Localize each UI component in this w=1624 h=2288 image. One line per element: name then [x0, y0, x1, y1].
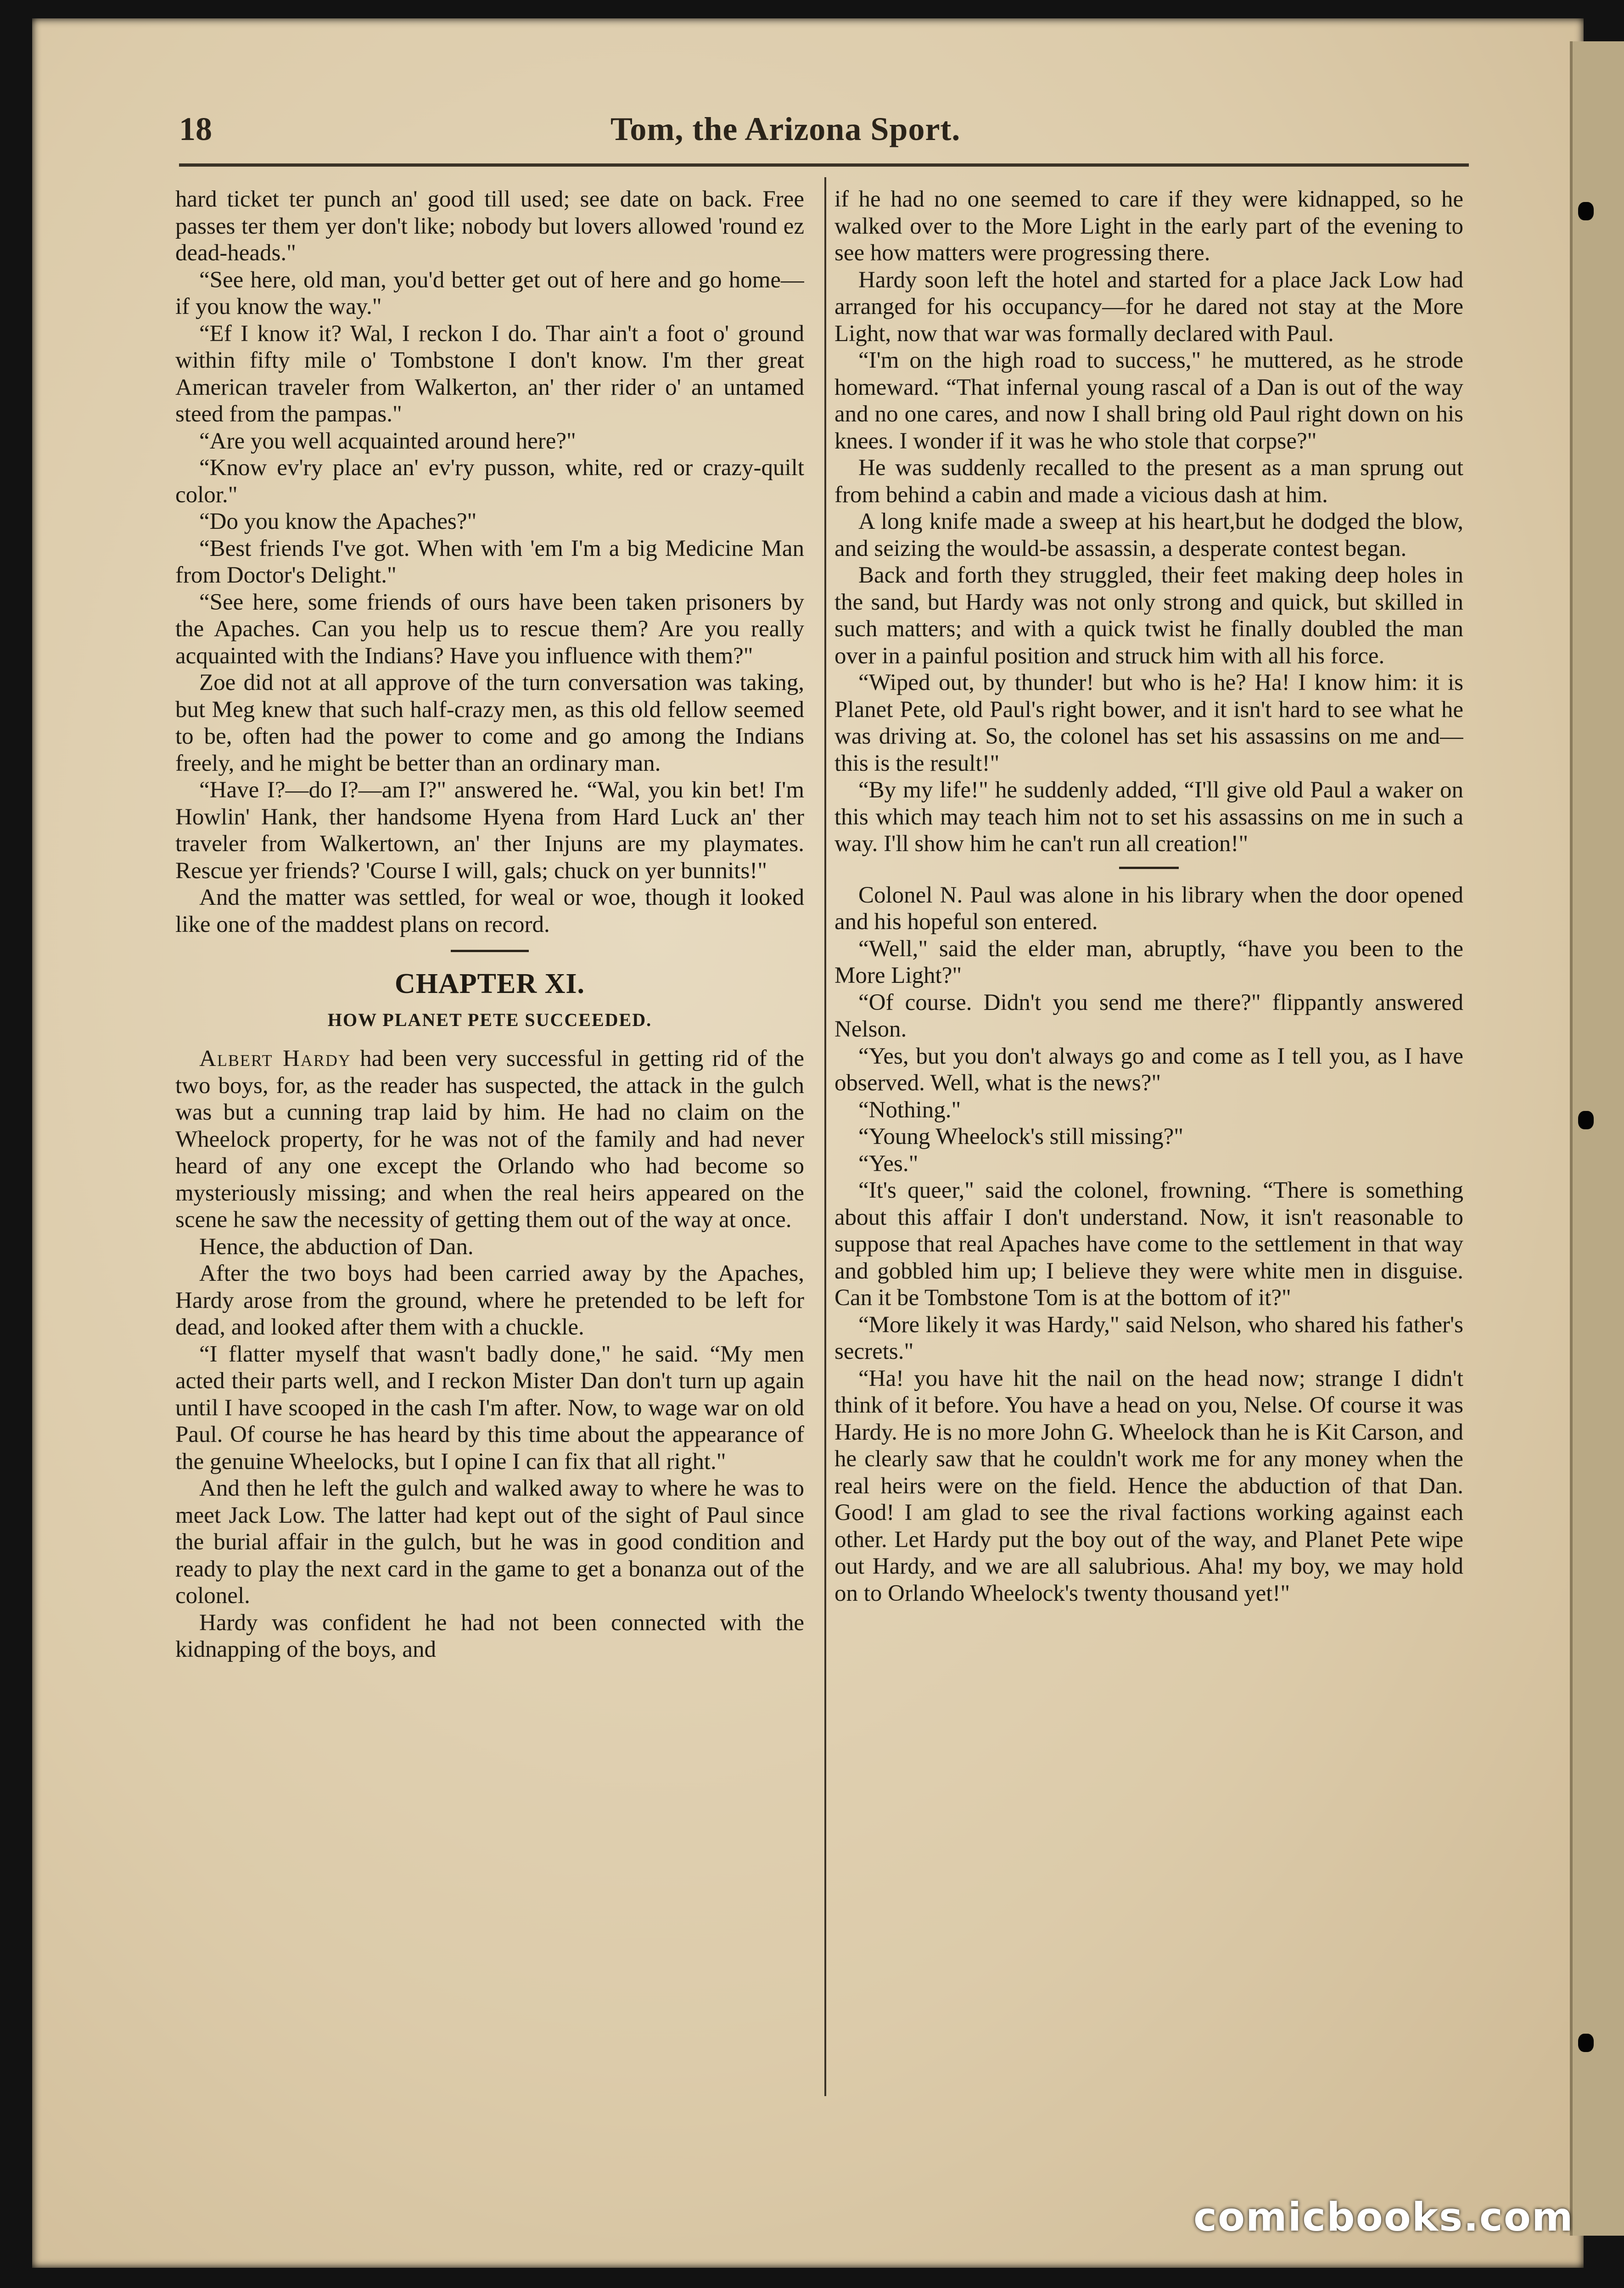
chapter-title: CHAPTER XI.	[394, 968, 585, 999]
paragraph: “Are you well acquainted around here?"	[199, 428, 576, 454]
paragraph: “Have I?—do I?—am I?" answered he. “Wal, you kin bet! I'm Howlin' Hank, ther handsome Hyena from Hard Luck an' ther traveler from Walkertown, an' ther Injuns are my playmates. Rescue yer friends? 'Course I will, gals; chuck on yer bunnits!"	[175, 777, 804, 884]
paragraph: “Well," said the elder man, abruptly, “have you been to the More Light?"	[834, 936, 1463, 988]
chapter-rule	[451, 950, 529, 952]
paragraph: “More likely it was Hardy," said Nelson, who shared his father's secrets."	[834, 1312, 1463, 1364]
paragraph: “Young Wheelock's still missing?"	[858, 1124, 1184, 1150]
paragraph: After the two boys had been carried away by the Apaches, Hardy arose from the ground, where he pretended to be left for dead, and looked after them with a chuckle.	[175, 1261, 804, 1340]
paragraph: Zoe did not at all approve of the turn conversation was taking, but Meg knew that such half-crazy men, as this old fellow seemed to be, often had the power to come and go among the Indians freely, and he might be better than an ordinary man.	[175, 670, 804, 776]
paragraph: Hardy soon left the hotel and started for a place Jack Low had arranged for his occupancy—for he dared not stay at the More Light, now that war was formally declared with Paul.	[834, 267, 1463, 347]
paragraph: “It's queer," said the colonel, frowning. “There is something about this affair I don't understand. Now, it isn't reasonable to suppose that real Apaches have come to the settlement in that way and gobbled him up; I believe they were white men in disguise. Can it be Tombstone Tom is at the bottom of it?"	[834, 1178, 1463, 1311]
binding-staple	[1578, 202, 1594, 220]
header-rule	[179, 163, 1469, 167]
column-divider	[824, 177, 826, 2096]
paragraph: “See here, old man, you'd better get out of here and go home—if you know the way."	[175, 267, 804, 320]
paragraph: He was suddenly recalled to the present as a man sprung out from behind a cabin and made a vicious dash at him.	[834, 455, 1463, 508]
left-column	[175, 186, 804, 2100]
paragraph: And the matter was settled, for weal or woe, though it looked like one of the maddest plans on record.	[175, 885, 804, 937]
binding-staple	[1578, 1111, 1594, 1129]
running-title: Tom, the Arizona Sport.	[610, 111, 961, 147]
paragraph: “Yes."	[858, 1150, 918, 1177]
paragraph: And then he left the gulch and walked away to where he was to meet Jack Low. The latter had kept out of the sight of Paul since the burial affair in the gulch, but he was in good condition and ready to play the next card in the game to get a bonanza out of the colonel.	[175, 1475, 804, 1609]
chapter-lead-text: had been very successful in getting rid of the two boys, for, as the reader has suspected, the attack in the gulch was but a cunning trap laid by him. He had no claim on the Wheelock property, for he was not of the family and had never heard of any one except the Orlando who had become so mysteriously missing; and when the real heirs appeared on the scene he saw the necessity of getting them out of the way at once.	[175, 1046, 804, 1233]
chapter-subtitle: HOW PLANET PETE SUCCEEDED.	[327, 1009, 652, 1030]
paragraph: Hence, the abduction of Dan.	[199, 1234, 474, 1260]
paragraph: “Wiped out, by thunder! but who is he? Ha! I know him: it is Planet Pete, old Paul's right bower, and it isn't hard to see what he was driving at. So, the colonel has set his assassins on me and—this is the result!"	[834, 670, 1463, 776]
paragraph: “Best friends I've got. When with 'em I'm a big Medicine Man from Doctor's Delight."	[175, 535, 804, 588]
paragraph: “Nothing."	[858, 1097, 961, 1123]
paragraph: “See here, some friends of ours have been taken prisoners by the Apaches. Can you help us to rescue them? Are you really acquainted with the Indians? Have you influence with them?"	[175, 589, 804, 669]
paragraph: Colonel N. Paul was alone in his library when the door opened and his hopeful son entered.	[834, 882, 1463, 935]
paragraph: “Know ev'ry place an' ev'ry pusson, white, red or crazy-quilt color."	[175, 455, 804, 508]
page-number: 18	[179, 111, 212, 147]
paragraph: “I'm on the high road to success," he muttered, as he strode homeward. “That infernal young rascal of a Dan is out of the way and no one cares, and now I shall bring old Paul right down on his knees. I wonder if it was he who stole that corpse?"	[834, 348, 1463, 454]
paragraph: hard ticket ter punch an' good till used; see date on back. Free passes ter them yer don't like; nobody but lovers allowed 'round ez dead-heads."	[175, 186, 804, 266]
chapter-opening-paragraph	[175, 1045, 804, 1234]
paragraph: Back and forth they struggled, their feet making deep holes in the sand, but Hardy was not only strong and quick, but skilled in such matters; and with a quick twist he finally doubled the man over in a painful position and struck him with all his force.	[834, 562, 1463, 669]
paragraph: “Ef I know it? Wal, I reckon I do. Thar ain't a foot o' ground within fifty mile o' Tombstone I don't know. I'm ther great American traveler from Walkerton, an' ther rider o' an untamed steed from the pampas."	[175, 320, 804, 427]
paragraph: A long knife made a sweep at his heart,but he dodged the blow, and seizing the would-be assassin, a desperate contest began.	[834, 509, 1463, 561]
page-spine	[1570, 41, 1624, 2236]
paragraph: “Do you know the Apaches?"	[199, 509, 477, 534]
section-break-rule	[1119, 867, 1179, 869]
paragraph: “Yes, but you don't always go and come as I tell you, as I have observed. Well, what is the news?"	[834, 1043, 1463, 1096]
right-column	[834, 186, 1463, 2100]
chapter-lead-name: Albert Hardy	[199, 1046, 351, 1071]
paragraph: “I flatter myself that wasn't badly done," he said. “My men acted their parts well, and I reckon Mister Dan don't turn up again until I have scooped in the cash I'm after. Now, to wage war on old Paul. Of course he has heard by this time about the appearance of the genuine Wheelocks, but I opine I can fix that all right."	[175, 1341, 804, 1475]
watermark-text: comicbooks.com	[1193, 2194, 1574, 2240]
paragraph: “By my life!" he suddenly added, “I'll give old Paul a waker on this which may teach him not to set his assassins on me in such a way. I'll show him he can't run all creation!"	[834, 777, 1463, 857]
paragraph: if he had no one seemed to care if they were kidnapped, so he walked over to the More Light in the early part of the evening to see how matters were progressing there.	[834, 186, 1463, 266]
paragraph: “Ha! you have hit the nail on the head now; strange I didn't think of it before. You have a head on you, Nelse. Of course it was Hardy. He is no more John G. Wheelock than he is Kit Carson, and he clearly saw that he couldn't work me for any money when the real heirs were on the field. Hence the abduction of that Dan. Good! I am glad to see the rival factions working against each other. Let Hardy put the boy out of the way, and Planet Pete wipe out Hardy, and we are all salubrious. Aha! my boy, we may hold on to Orlando Wheelock's twenty thousand yet!"	[834, 1365, 1463, 1606]
page-header	[179, 110, 1469, 156]
binding-staple	[1578, 2034, 1594, 2052]
paragraph: Hardy was confident he had not been connected with the kidnapping of the boys, and	[175, 1609, 804, 1662]
paragraph: “Of course. Didn't you send me there?" flippantly answered Nelson.	[834, 989, 1463, 1042]
